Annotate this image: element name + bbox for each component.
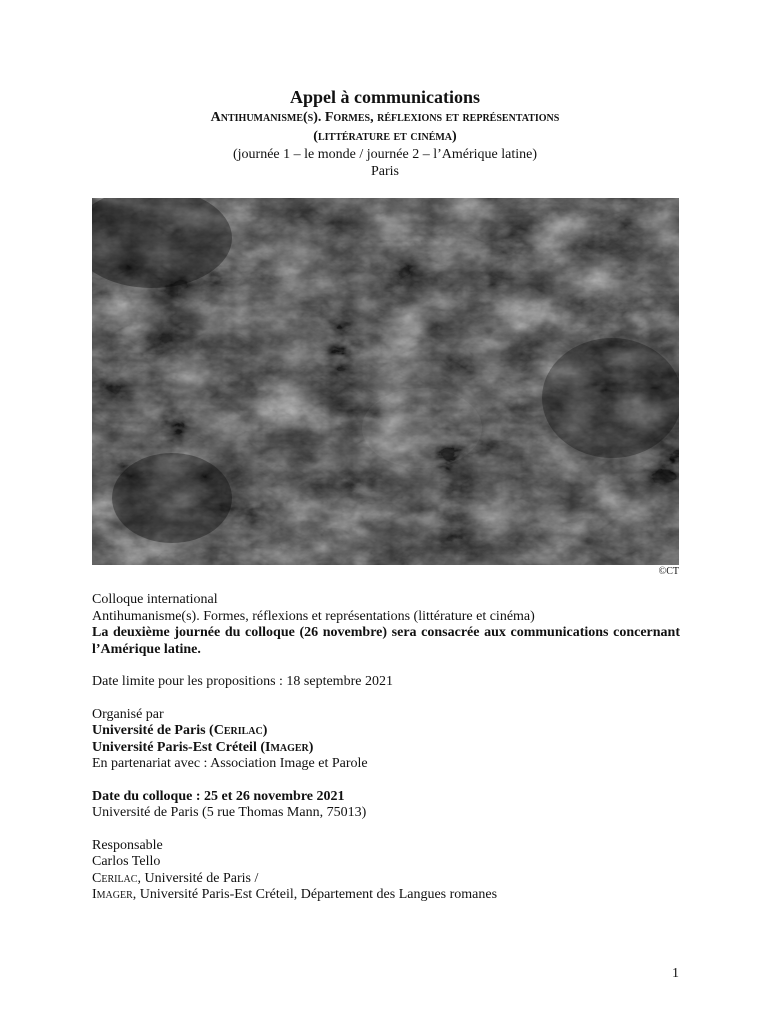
- colloquium-dates: Date du colloque : 25 et 26 novembre 2021: [92, 788, 345, 804]
- document-header: [0, 86, 770, 180]
- colloque-title: Antihumanisme(s). Formes, réflexions et représentations (littérature et cinéma): [92, 608, 535, 624]
- responsible-name: Carlos Tello: [92, 854, 161, 869]
- affiliation-paris-rest: , Université de Paris /: [137, 870, 259, 886]
- colloquium-subtitle-scope: (littérature et cinéma): [313, 129, 457, 144]
- second-day-note: La deuxième journée du colloque (26 novembre) sera consacrée aux communications concernant l’Amérique latine.: [92, 625, 680, 657]
- organizer-paris-name: Université de Paris (: [92, 723, 214, 738]
- affiliation-creteil: [92, 887, 680, 904]
- call-title: Appel à communications: [289, 87, 480, 107]
- affiliation-paris: [92, 871, 680, 888]
- photo-credit: ©CT: [658, 566, 679, 577]
- colloquium-subtitle: Antihumanisme(s). Formes, réflexions et représentations: [210, 110, 560, 125]
- organizer-paris-close: ): [262, 723, 268, 738]
- organizer-creteil-name: Université Paris-Est Créteil (: [92, 739, 265, 755]
- partnership: En partenariat avec : Association Image et Parole: [92, 756, 368, 771]
- responsible-label: Responsable: [92, 837, 163, 853]
- venue: Université de Paris (5 rue Thomas Mann, 75013): [92, 805, 367, 820]
- document-body: [92, 592, 680, 904]
- organizer-paris-unit: Cerilac: [213, 723, 263, 738]
- deadline: Date limite pour les propositions : 18 septembre 2021: [92, 674, 393, 689]
- photo-texture: [92, 198, 679, 565]
- organizer-creteil-unit: Imager: [265, 739, 309, 755]
- city-line: Paris: [371, 164, 399, 179]
- page-number: 1: [672, 966, 679, 981]
- colloque-label: Colloque international: [92, 592, 218, 607]
- organized-by-label: Organisé par: [92, 706, 164, 722]
- organizer-creteil: [92, 740, 680, 757]
- days-line: (journée 1 – le monde / journée 2 – l’Amérique latine): [232, 147, 537, 162]
- affiliation-creteil-unit: Imager: [92, 887, 133, 902]
- organizer-paris: [92, 723, 680, 740]
- affiliation-creteil-rest: , Université Paris-Est Créteil, Département des Langues romanes: [132, 887, 498, 902]
- affiliation-paris-unit: Cerilac: [92, 870, 138, 886]
- organizer-creteil-close: ): [308, 739, 314, 755]
- bark-texture-photo: [92, 198, 679, 565]
